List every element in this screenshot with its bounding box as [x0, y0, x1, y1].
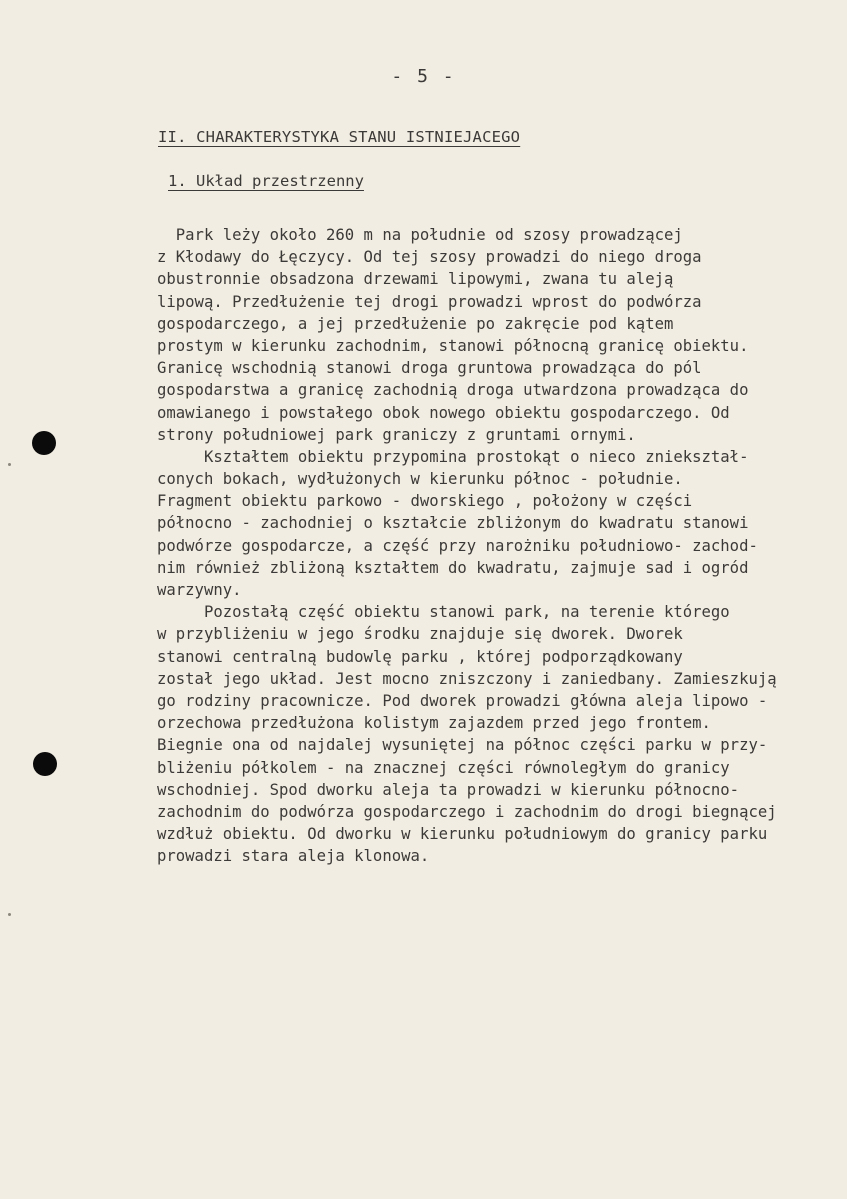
- text-line: bliżeniu półkolem - na znacznej części równoległym do granicy: [157, 758, 730, 777]
- subsection-title: 1. Układ przestrzenny: [168, 172, 364, 190]
- punch-hole: [32, 431, 56, 455]
- text-line: obustronnie obsadzona drzewami lipowymi, zwana tu aleją: [157, 270, 674, 289]
- text-line: północno - zachodniej o kształcie zbliżonym do kwadratu stanowi: [157, 514, 749, 533]
- text-line: nim również zbliżoną kształtem do kwadratu, zajmuje sad i ogród: [157, 558, 749, 577]
- text-line: Kształtem obiektu przypomina prostokąt o nieco zniekształ-: [157, 447, 749, 466]
- text-line: warzywny.: [157, 581, 242, 599]
- paper-speck: [8, 463, 11, 466]
- text-line: wzdłuż obiektu. Od dworku w kierunku południowym do granicy parku: [157, 825, 768, 844]
- text-line: Pozostałą część obiektu stanowi park, na terenie którego: [157, 603, 730, 622]
- text-line: go rodziny pracownicze. Pod dworek prowadzi główna aleja lipowo -: [157, 691, 768, 710]
- text-line: stanowi centralną budowlę parku , której podporządkowany: [157, 647, 683, 666]
- text-line: w przybliżeniu w jego środku znajduje się dworek. Dworek: [157, 625, 683, 644]
- section-title: II. CHARAKTERYSTYKA STANU ISTNIEJACEGO: [158, 128, 521, 146]
- text-line: strony południowej park graniczy z gruntami ornymi.: [157, 425, 636, 444]
- text-line: z Kłodawy do Łęczycy. Od tej szosy prowadzi do niego droga: [157, 248, 702, 267]
- punch-hole: [33, 752, 57, 776]
- text-line: podwórze gospodarcze, a część przy narożniku południowo- zachod-: [157, 536, 758, 555]
- text-line: conych bokach, wydłużonych w kierunku północ - południe.: [157, 470, 683, 489]
- text-line: orzechowa przedłużona kolistym zajazdem przed jego frontem.: [157, 714, 711, 733]
- text-line: został jego układ. Jest mocno zniszczony i zaniedbany. Zamieszkują: [157, 669, 777, 688]
- body-text: [157, 224, 847, 867]
- text-line: lipową. Przedłużenie tej drogi prowadzi wprost do podwórza: [157, 292, 702, 311]
- text-line: omawianego i powstałego obok nowego obiektu gospodarczego. Od: [157, 403, 730, 422]
- text-line: gospodarczego, a jej przedłużenie po zakręcie pod kątem: [157, 314, 674, 333]
- text-line: zachodnim do podwórza gospodarczego i zachodnim do drogi biegnącej: [157, 802, 777, 821]
- text-line: Granicę wschodnią stanowi droga gruntowa prowadząca do pól: [157, 359, 702, 378]
- page-number: - 5 -: [391, 66, 456, 87]
- text-line: Park leży około 260 m na południe od szosy prowadzącej: [157, 226, 683, 244]
- text-line: gospodarstwa a granicę zachodnią droga utwardzona prowadząca do: [157, 381, 749, 400]
- text-line: Fragment obiektu parkowo - dworskiego , położony w części: [157, 492, 693, 511]
- text-line: prowadzi stara aleja klonowa.: [157, 847, 430, 866]
- paper-speck: [8, 913, 11, 916]
- text-line: Biegnie ona od najdalej wysuniętej na północ części parku w przy-: [157, 736, 768, 755]
- text-line: wschodniej. Spod dworku aleja ta prowadzi w kierunku północno-: [157, 780, 740, 799]
- text-line: prostym w kierunku zachodnim, stanowi północną granicę obiektu.: [157, 336, 749, 355]
